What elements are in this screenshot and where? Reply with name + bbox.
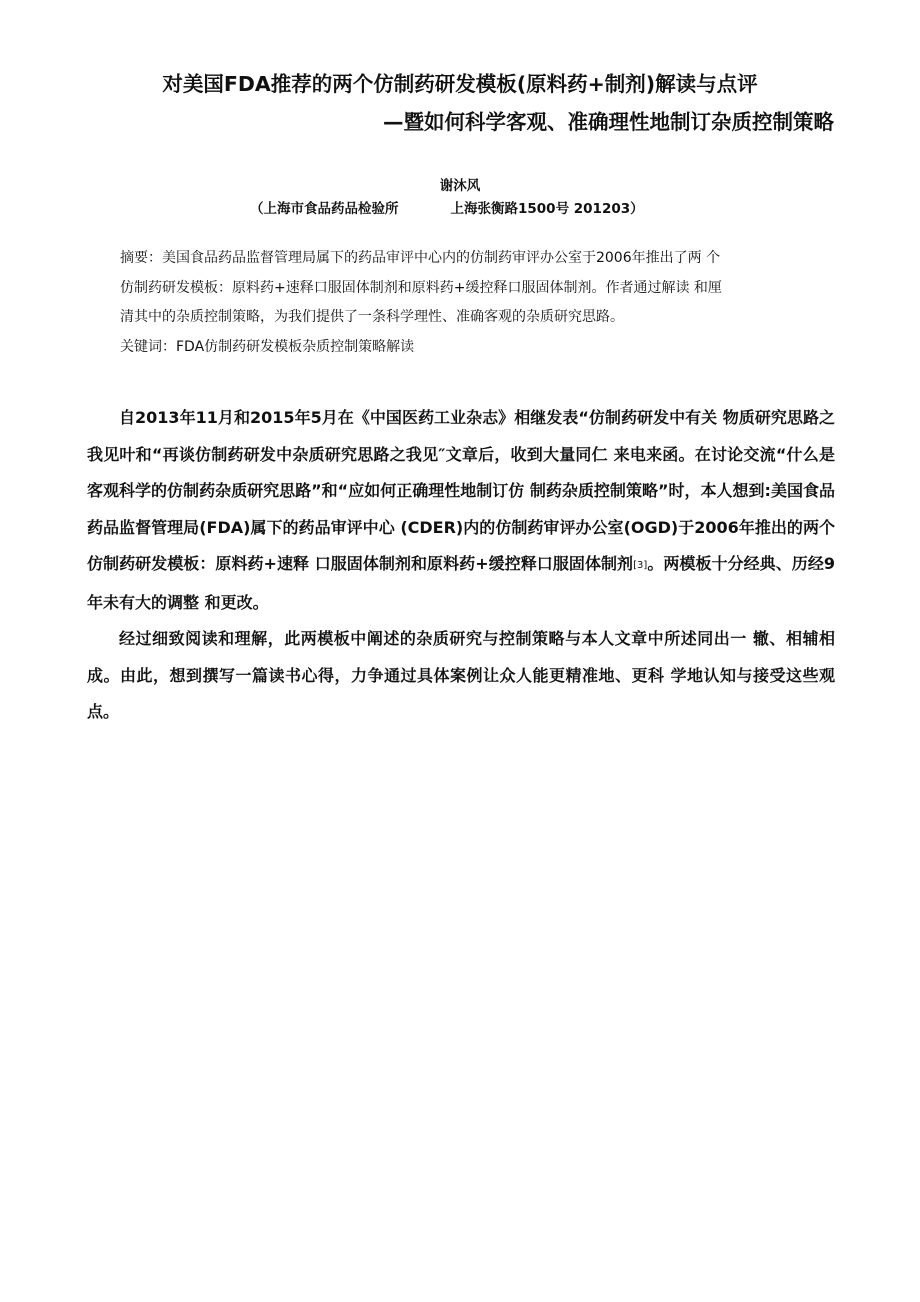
body-paragraph-2: 经过细致阅读和理解，此两模板中阐述的杂质研究与控制策略与本人文章中所述同出一 辙、相辅相成。由此，想到撰写一篇读书心得，力争通过具体案例让众人能更精准地、更科 学地认知与接受这些观点。 (87, 629, 835, 721)
abstract-block (120, 244, 825, 362)
author-affiliation (250, 199, 680, 219)
document-subtitle: —暨如何科学客观、准确理性地制订杂质控制策略 (383, 110, 834, 134)
author-name: 谢沐风 (439, 178, 481, 194)
affiliation-institution: （上海市食品药品检验所 (250, 201, 399, 217)
keywords-line: 关键词：FDA仿制药研发模板杂质控制策略解读 (120, 338, 415, 355)
affiliation-address: 上海张衡路1500号 201203） (450, 201, 644, 217)
paragraph-1-text-end: 。两模板十分经典、历经9年未有大的调整 和更改。 (87, 554, 836, 612)
document-title: 对美国FDA推荐的两个仿制药研发模板(原料药+制剂)解读与点评 (162, 72, 758, 96)
citation-reference: [3] (633, 560, 648, 571)
paragraph-1-text: 自2013年11月和2015年5月在《中国医药工业杂志》相继发表“仿制药研发中有关 物质研究思路之我见叶和“再谈仿制药研发中杂质研究思路之我见″文章后，收到大量同仁 来电来函。在讨论交流“什么是客观科学的仿制药杂质研究思路”和“应如何正确理性地制订仿 制药杂质控制策略”时，本人想到:美国食品药品监督管理局(FDA)属下的药品审评中心 (CDER)内的仿制药审评办公室(OGD)于2006年推出的两个仿制药研发模板：原料药+速释 口服固体制剂和原料药+缓控释口服固体制剂 (87, 408, 835, 573)
body-text (87, 400, 835, 731)
abstract-line: 仿制药研发模板：原料药+速释口服固体制剂和原料药+缓控释口服固体制剂。作者通过解读 和厘 (120, 279, 722, 296)
abstract-line: 清其中的杂质控制策略，为我们提供了一条科学理性、准确客观的杂质研究思路。 (120, 309, 624, 325)
abstract-line: 摘要：美国食品药品监督管理局属下的药品审评中心内的仿制药审评办公室于2006年推出了两 个 (120, 250, 721, 266)
body-paragraph-1 (87, 400, 835, 621)
